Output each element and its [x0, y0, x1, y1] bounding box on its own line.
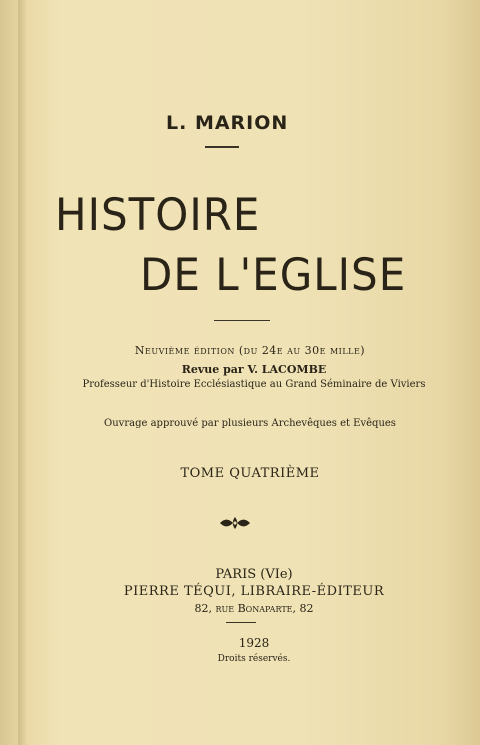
publisher-address: 82, rue Bonaparte, 82: [194, 602, 314, 615]
volume-label: TOME QUATRIÈME: [180, 466, 320, 481]
rights-notice: Droits réservés.: [217, 654, 291, 664]
divider-rule: [214, 320, 270, 321]
fleuron-icon: [218, 514, 252, 532]
divider-rule: [205, 146, 239, 148]
publisher-city: PARIS (VIe): [215, 567, 293, 582]
book-title-line2: DE L'EGLISE: [140, 248, 407, 301]
divider-rule: [226, 622, 256, 623]
edition-note: Neuvième édition (du 24e au 30e mille): [134, 344, 366, 357]
book-title-line1: HISTOIRE: [55, 188, 261, 241]
approval-note: Ouvrage approuvé par plusieurs Archevêques et Evêques: [104, 418, 396, 429]
reviser-title: Professeur d'Histoire Ecclésiastique au Grand Séminaire de Viviers: [82, 379, 426, 390]
revised-by: Revue par V. LACOMBE: [181, 363, 327, 376]
author-name: L. MARION: [166, 112, 289, 134]
publisher-name: PIERRE TÉQUI, LIBRAIRE-ÉDITEUR: [123, 584, 385, 599]
publication-year: 1928: [238, 636, 270, 650]
